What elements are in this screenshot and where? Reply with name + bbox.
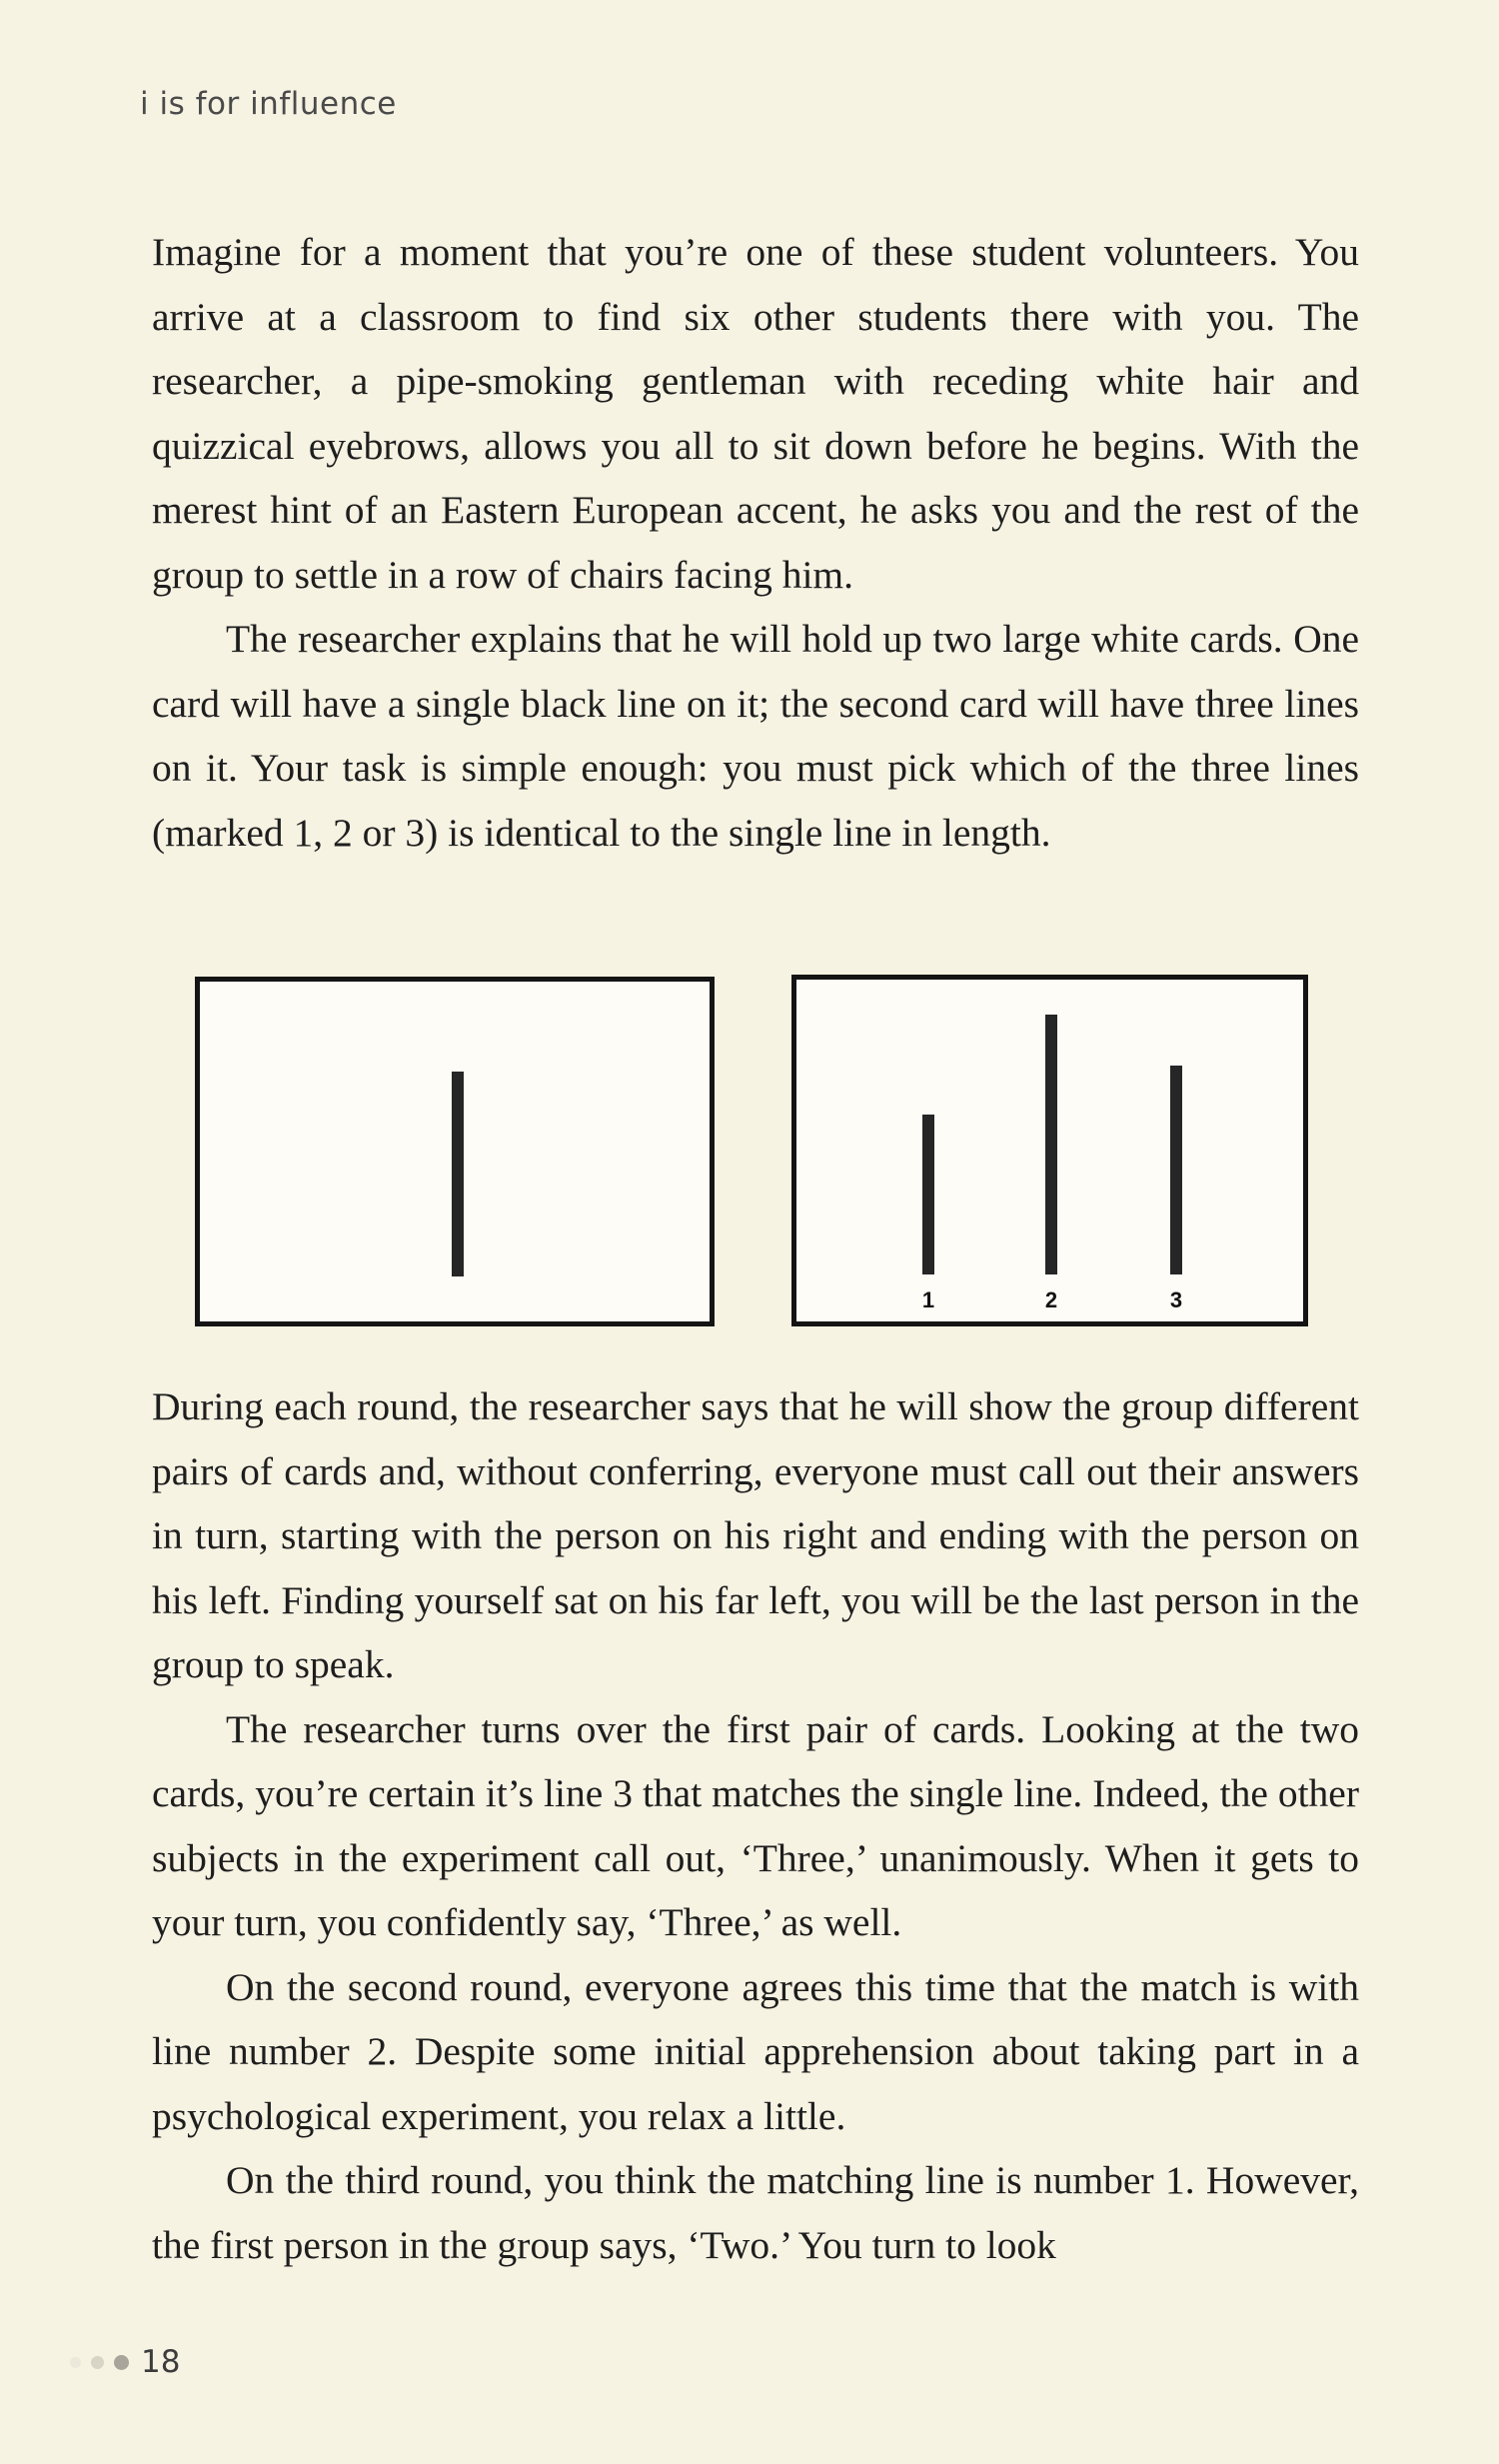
body-text-bottom	[152, 1374, 1359, 2277]
paragraph: The researcher turns over the first pair of cards. Looking at the two cards, you’re certain it’s line 3 that matches the single line. Indeed, the other subjects in the experiment call out, ‘Three,’ unanimously. When it gets to your turn, you confidently say, ‘Three,’ as well.	[152, 1706, 1359, 1944]
line-label-2: 2	[1044, 1287, 1058, 1312]
body-text-top	[152, 220, 1359, 865]
paragraph: Imagine for a moment that you’re one of these student volunteers. You arrive at a classroom to find six other students there with you. The researcher, a pipe-smoking gentleman with receding white hair and quizzical eyebrows, allows you all to sit down before he begins. With the merest hint of an Eastern European accent, he asks you and the rest of the group to settle in a row of chairs facing him.	[152, 230, 1359, 597]
paragraph: The researcher explains that he will hold up two large white cards. One card will have a single black line on it; the second card will have three lines on it. Your task is simple enough: you must pick which of the three lines (marked 1, 2 or 3) is identical to the single line in length.	[152, 617, 1359, 855]
page-number: 18	[141, 2344, 181, 2380]
line-label-3: 3	[1169, 1287, 1183, 1312]
line-label-1: 1	[921, 1287, 935, 1312]
paragraph: On the second round, everyone agrees this time that the match is with line number 2. Despite some initial apprehension about taking part in a psychological experiment, you relax a little.	[152, 1964, 1359, 2138]
standard-line-card	[195, 977, 715, 1326]
folio-dot-icon	[91, 2356, 104, 2369]
folio	[70, 2344, 180, 2380]
comparison-line-2	[1045, 1015, 1057, 1274]
running-head: i is for influence	[140, 86, 397, 122]
comparison-line-1	[922, 1115, 934, 1274]
comparison-line-3	[1170, 1066, 1182, 1274]
folio-dot-icon	[114, 2355, 129, 2370]
paragraph: On the third round, you think the matching line is number 1. However, the first person in the group says, ‘Two.’ You turn to look	[152, 2158, 1359, 2267]
paragraph: During each round, the researcher says that he will show the group different pairs of cards and, without conferring, everyone must call out their answers in turn, starting with the person on his right and ending with the person on his left. Finding yourself sat on his far left, you will be the last person in the group to speak.	[152, 1384, 1359, 1686]
standard-line	[452, 1072, 464, 1276]
folio-dot-icon	[70, 2357, 81, 2368]
comparison-lines-card	[791, 975, 1308, 1326]
